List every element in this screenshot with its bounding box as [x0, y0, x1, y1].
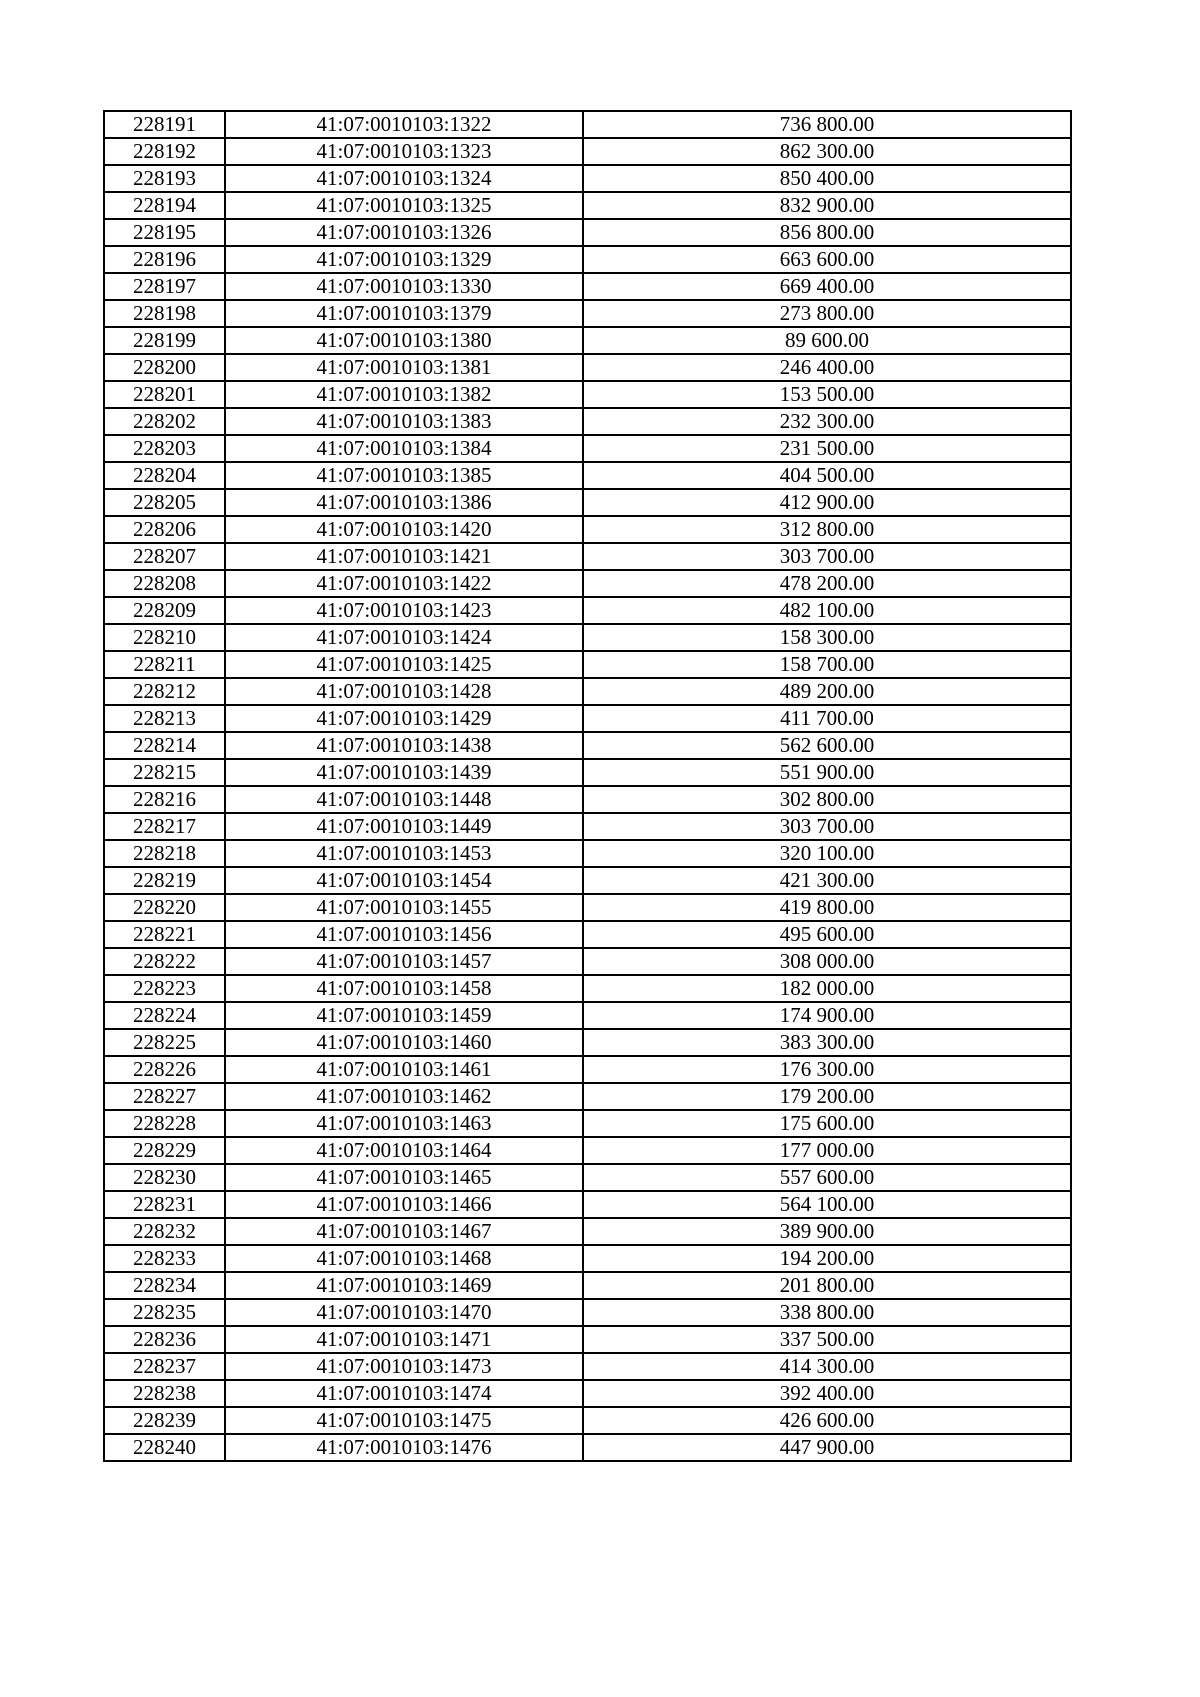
- table-row: [104, 759, 1071, 786]
- cadastral-number-cell: 41:07:0010103:1329: [225, 246, 583, 273]
- table-row: [104, 705, 1071, 732]
- row-number-cell: 228203: [104, 435, 225, 462]
- table-row: [104, 381, 1071, 408]
- table-row: [104, 840, 1071, 867]
- cadastral-value-cell: 194 200.00: [583, 1245, 1071, 1272]
- row-number-cell: 228202: [104, 408, 225, 435]
- table-row: [104, 867, 1071, 894]
- row-number-cell: 228210: [104, 624, 225, 651]
- cadastral-value-cell: 273 800.00: [583, 300, 1071, 327]
- cadastral-value-cell: 426 600.00: [583, 1407, 1071, 1434]
- table-row: [104, 894, 1071, 921]
- cadastral-value-cell: 414 300.00: [583, 1353, 1071, 1380]
- cadastral-number-cell: 41:07:0010103:1325: [225, 192, 583, 219]
- cadastral-number-cell: 41:07:0010103:1380: [225, 327, 583, 354]
- cadastral-value-cell: 303 700.00: [583, 813, 1071, 840]
- table-row: [104, 489, 1071, 516]
- cadastral-number-cell: 41:07:0010103:1323: [225, 138, 583, 165]
- table-row: [104, 975, 1071, 1002]
- cadastral-number-cell: 41:07:0010103:1422: [225, 570, 583, 597]
- row-number-cell: 228197: [104, 273, 225, 300]
- cadastral-value-cell: 158 700.00: [583, 651, 1071, 678]
- table-row: [104, 1002, 1071, 1029]
- cadastral-value-cell: 412 900.00: [583, 489, 1071, 516]
- cadastral-number-cell: 41:07:0010103:1474: [225, 1380, 583, 1407]
- cadastral-value-cell: 338 800.00: [583, 1299, 1071, 1326]
- row-number-cell: 228237: [104, 1353, 225, 1380]
- row-number-cell: 228211: [104, 651, 225, 678]
- row-number-cell: 228212: [104, 678, 225, 705]
- row-number-cell: 228220: [104, 894, 225, 921]
- cadastral-value-cell: 231 500.00: [583, 435, 1071, 462]
- table-row: [104, 678, 1071, 705]
- row-number-cell: 228225: [104, 1029, 225, 1056]
- cadastral-value-cell: 389 900.00: [583, 1218, 1071, 1245]
- table-row: [104, 1245, 1071, 1272]
- table-body: [104, 111, 1071, 1461]
- cadastral-number-cell: 41:07:0010103:1421: [225, 543, 583, 570]
- table-row: [104, 732, 1071, 759]
- cadastral-number-cell: 41:07:0010103:1459: [225, 1002, 583, 1029]
- row-number-cell: 228213: [104, 705, 225, 732]
- table-row: [104, 1299, 1071, 1326]
- row-number-cell: 228221: [104, 921, 225, 948]
- row-number-cell: 228238: [104, 1380, 225, 1407]
- cadastral-number-cell: 41:07:0010103:1464: [225, 1137, 583, 1164]
- table-row: [104, 543, 1071, 570]
- cadastral-value-cell: 337 500.00: [583, 1326, 1071, 1353]
- cadastral-value-cell: 303 700.00: [583, 543, 1071, 570]
- cadastral-number-cell: 41:07:0010103:1460: [225, 1029, 583, 1056]
- cadastral-number-cell: 41:07:0010103:1330: [225, 273, 583, 300]
- row-number-cell: 228199: [104, 327, 225, 354]
- row-number-cell: 228235: [104, 1299, 225, 1326]
- row-number-cell: 228208: [104, 570, 225, 597]
- cadastral-value-cell: 495 600.00: [583, 921, 1071, 948]
- cadastral-number-cell: 41:07:0010103:1463: [225, 1110, 583, 1137]
- table-row: [104, 570, 1071, 597]
- cadastral-value-cell: 736 800.00: [583, 111, 1071, 138]
- cadastral-value-cell: 201 800.00: [583, 1272, 1071, 1299]
- cadastral-number-cell: 41:07:0010103:1429: [225, 705, 583, 732]
- cadastral-value-cell: 447 900.00: [583, 1434, 1071, 1461]
- cadastral-number-cell: 41:07:0010103:1462: [225, 1083, 583, 1110]
- table-row: [104, 435, 1071, 462]
- row-number-cell: 228194: [104, 192, 225, 219]
- row-number-cell: 228233: [104, 1245, 225, 1272]
- cadastral-number-cell: 41:07:0010103:1448: [225, 786, 583, 813]
- cadastral-value-cell: 176 300.00: [583, 1056, 1071, 1083]
- table-row: [104, 165, 1071, 192]
- cadastral-number-cell: 41:07:0010103:1457: [225, 948, 583, 975]
- cadastral-number-cell: 41:07:0010103:1455: [225, 894, 583, 921]
- row-number-cell: 228206: [104, 516, 225, 543]
- table-row: [104, 1110, 1071, 1137]
- table-row: [104, 1083, 1071, 1110]
- cadastral-number-cell: 41:07:0010103:1468: [225, 1245, 583, 1272]
- table-row: [104, 1434, 1071, 1461]
- cadastral-value-cell: 862 300.00: [583, 138, 1071, 165]
- cadastral-value-cell: 182 000.00: [583, 975, 1071, 1002]
- table-row: [104, 921, 1071, 948]
- cadastral-number-cell: 41:07:0010103:1471: [225, 1326, 583, 1353]
- row-number-cell: 228201: [104, 381, 225, 408]
- row-number-cell: 228196: [104, 246, 225, 273]
- cadastral-value-cell: 551 900.00: [583, 759, 1071, 786]
- cadastral-number-cell: 41:07:0010103:1438: [225, 732, 583, 759]
- table-row: [104, 1191, 1071, 1218]
- cadastral-value-cell: 856 800.00: [583, 219, 1071, 246]
- row-number-cell: 228230: [104, 1164, 225, 1191]
- row-number-cell: 228193: [104, 165, 225, 192]
- table-row: [104, 246, 1071, 273]
- cadastral-number-cell: 41:07:0010103:1384: [225, 435, 583, 462]
- row-number-cell: 228191: [104, 111, 225, 138]
- table-row: [104, 300, 1071, 327]
- row-number-cell: 228239: [104, 1407, 225, 1434]
- row-number-cell: 228232: [104, 1218, 225, 1245]
- cadastral-number-cell: 41:07:0010103:1473: [225, 1353, 583, 1380]
- row-number-cell: 228234: [104, 1272, 225, 1299]
- cadastral-number-cell: 41:07:0010103:1467: [225, 1218, 583, 1245]
- table-row: [104, 1353, 1071, 1380]
- table-row: [104, 516, 1071, 543]
- row-number-cell: 228228: [104, 1110, 225, 1137]
- table-row: [104, 786, 1071, 813]
- row-number-cell: 228214: [104, 732, 225, 759]
- cadastral-value-cell: 564 100.00: [583, 1191, 1071, 1218]
- cadastral-value-cell: 153 500.00: [583, 381, 1071, 408]
- cadastral-number-cell: 41:07:0010103:1458: [225, 975, 583, 1002]
- cadastral-value-cell: 850 400.00: [583, 165, 1071, 192]
- cadastral-number-cell: 41:07:0010103:1420: [225, 516, 583, 543]
- table-row: [104, 597, 1071, 624]
- cadastral-value-cell: 482 100.00: [583, 597, 1071, 624]
- cadastral-value-cell: 383 300.00: [583, 1029, 1071, 1056]
- cadastral-value-cell: 312 800.00: [583, 516, 1071, 543]
- row-number-cell: 228217: [104, 813, 225, 840]
- cadastral-value-cell: 308 000.00: [583, 948, 1071, 975]
- cadastral-value-cell: 419 800.00: [583, 894, 1071, 921]
- cadastral-number-cell: 41:07:0010103:1386: [225, 489, 583, 516]
- row-number-cell: 228192: [104, 138, 225, 165]
- table-row: [104, 813, 1071, 840]
- cadastral-value-cell: 89 600.00: [583, 327, 1071, 354]
- cadastral-value-cell: 663 600.00: [583, 246, 1071, 273]
- table-row: [104, 1218, 1071, 1245]
- cadastral-value-cell: 232 300.00: [583, 408, 1071, 435]
- table-row: [104, 327, 1071, 354]
- row-number-cell: 228205: [104, 489, 225, 516]
- cadastral-number-cell: 41:07:0010103:1381: [225, 354, 583, 381]
- cadastral-number-cell: 41:07:0010103:1466: [225, 1191, 583, 1218]
- row-number-cell: 228219: [104, 867, 225, 894]
- table-row: [104, 1407, 1071, 1434]
- table-row: [104, 624, 1071, 651]
- cadastral-number-cell: 41:07:0010103:1469: [225, 1272, 583, 1299]
- row-number-cell: 228231: [104, 1191, 225, 1218]
- table-row: [104, 111, 1071, 138]
- cadastral-number-cell: 41:07:0010103:1424: [225, 624, 583, 651]
- row-number-cell: 228198: [104, 300, 225, 327]
- row-number-cell: 228229: [104, 1137, 225, 1164]
- cadastral-value-cell: 478 200.00: [583, 570, 1071, 597]
- cadastral-value-cell: 174 900.00: [583, 1002, 1071, 1029]
- cadastral-value-cell: 392 400.00: [583, 1380, 1071, 1407]
- cadastral-value-cell: 411 700.00: [583, 705, 1071, 732]
- table-row: [104, 651, 1071, 678]
- cadastral-value-cell: 489 200.00: [583, 678, 1071, 705]
- cadastral-value-table: [103, 110, 1072, 1462]
- cadastral-number-cell: 41:07:0010103:1439: [225, 759, 583, 786]
- table-row: [104, 408, 1071, 435]
- cadastral-value-cell: 179 200.00: [583, 1083, 1071, 1110]
- cadastral-number-cell: 41:07:0010103:1453: [225, 840, 583, 867]
- cadastral-number-cell: 41:07:0010103:1322: [225, 111, 583, 138]
- table-row: [104, 462, 1071, 489]
- cadastral-number-cell: 41:07:0010103:1456: [225, 921, 583, 948]
- cadastral-value-cell: 421 300.00: [583, 867, 1071, 894]
- cadastral-number-cell: 41:07:0010103:1449: [225, 813, 583, 840]
- cadastral-number-cell: 41:07:0010103:1382: [225, 381, 583, 408]
- table-row: [104, 273, 1071, 300]
- row-number-cell: 228215: [104, 759, 225, 786]
- row-number-cell: 228216: [104, 786, 225, 813]
- table-row: [104, 1137, 1071, 1164]
- table-row: [104, 1164, 1071, 1191]
- cadastral-value-cell: 669 400.00: [583, 273, 1071, 300]
- row-number-cell: 228236: [104, 1326, 225, 1353]
- row-number-cell: 228200: [104, 354, 225, 381]
- cadastral-value-cell: 404 500.00: [583, 462, 1071, 489]
- cadastral-number-cell: 41:07:0010103:1428: [225, 678, 583, 705]
- table-row: [104, 1029, 1071, 1056]
- cadastral-number-cell: 41:07:0010103:1425: [225, 651, 583, 678]
- row-number-cell: 228222: [104, 948, 225, 975]
- row-number-cell: 228218: [104, 840, 225, 867]
- cadastral-number-cell: 41:07:0010103:1326: [225, 219, 583, 246]
- cadastral-number-cell: 41:07:0010103:1324: [225, 165, 583, 192]
- cadastral-number-cell: 41:07:0010103:1385: [225, 462, 583, 489]
- table-row: [104, 138, 1071, 165]
- row-number-cell: 228224: [104, 1002, 225, 1029]
- table-row: [104, 192, 1071, 219]
- table-row: [104, 354, 1071, 381]
- row-number-cell: 228227: [104, 1083, 225, 1110]
- row-number-cell: 228223: [104, 975, 225, 1002]
- cadastral-value-cell: 832 900.00: [583, 192, 1071, 219]
- row-number-cell: 228195: [104, 219, 225, 246]
- cadastral-value-cell: 246 400.00: [583, 354, 1071, 381]
- cadastral-number-cell: 41:07:0010103:1454: [225, 867, 583, 894]
- cadastral-number-cell: 41:07:0010103:1476: [225, 1434, 583, 1461]
- cadastral-number-cell: 41:07:0010103:1470: [225, 1299, 583, 1326]
- table-row: [104, 1326, 1071, 1353]
- cadastral-value-cell: 175 600.00: [583, 1110, 1071, 1137]
- table-row: [104, 948, 1071, 975]
- row-number-cell: 228204: [104, 462, 225, 489]
- row-number-cell: 228207: [104, 543, 225, 570]
- cadastral-number-cell: 41:07:0010103:1475: [225, 1407, 583, 1434]
- cadastral-value-cell: 320 100.00: [583, 840, 1071, 867]
- cadastral-number-cell: 41:07:0010103:1461: [225, 1056, 583, 1083]
- cadastral-value-cell: 158 300.00: [583, 624, 1071, 651]
- cadastral-value-cell: 177 000.00: [583, 1137, 1071, 1164]
- row-number-cell: 228226: [104, 1056, 225, 1083]
- cadastral-value-cell: 562 600.00: [583, 732, 1071, 759]
- cadastral-number-cell: 41:07:0010103:1383: [225, 408, 583, 435]
- row-number-cell: 228240: [104, 1434, 225, 1461]
- cadastral-value-cell: 302 800.00: [583, 786, 1071, 813]
- cadastral-number-cell: 41:07:0010103:1423: [225, 597, 583, 624]
- cadastral-value-cell: 557 600.00: [583, 1164, 1071, 1191]
- row-number-cell: 228209: [104, 597, 225, 624]
- table-row: [104, 1380, 1071, 1407]
- table-row: [104, 219, 1071, 246]
- table-row: [104, 1272, 1071, 1299]
- table-row: [104, 1056, 1071, 1083]
- cadastral-number-cell: 41:07:0010103:1465: [225, 1164, 583, 1191]
- cadastral-number-cell: 41:07:0010103:1379: [225, 300, 583, 327]
